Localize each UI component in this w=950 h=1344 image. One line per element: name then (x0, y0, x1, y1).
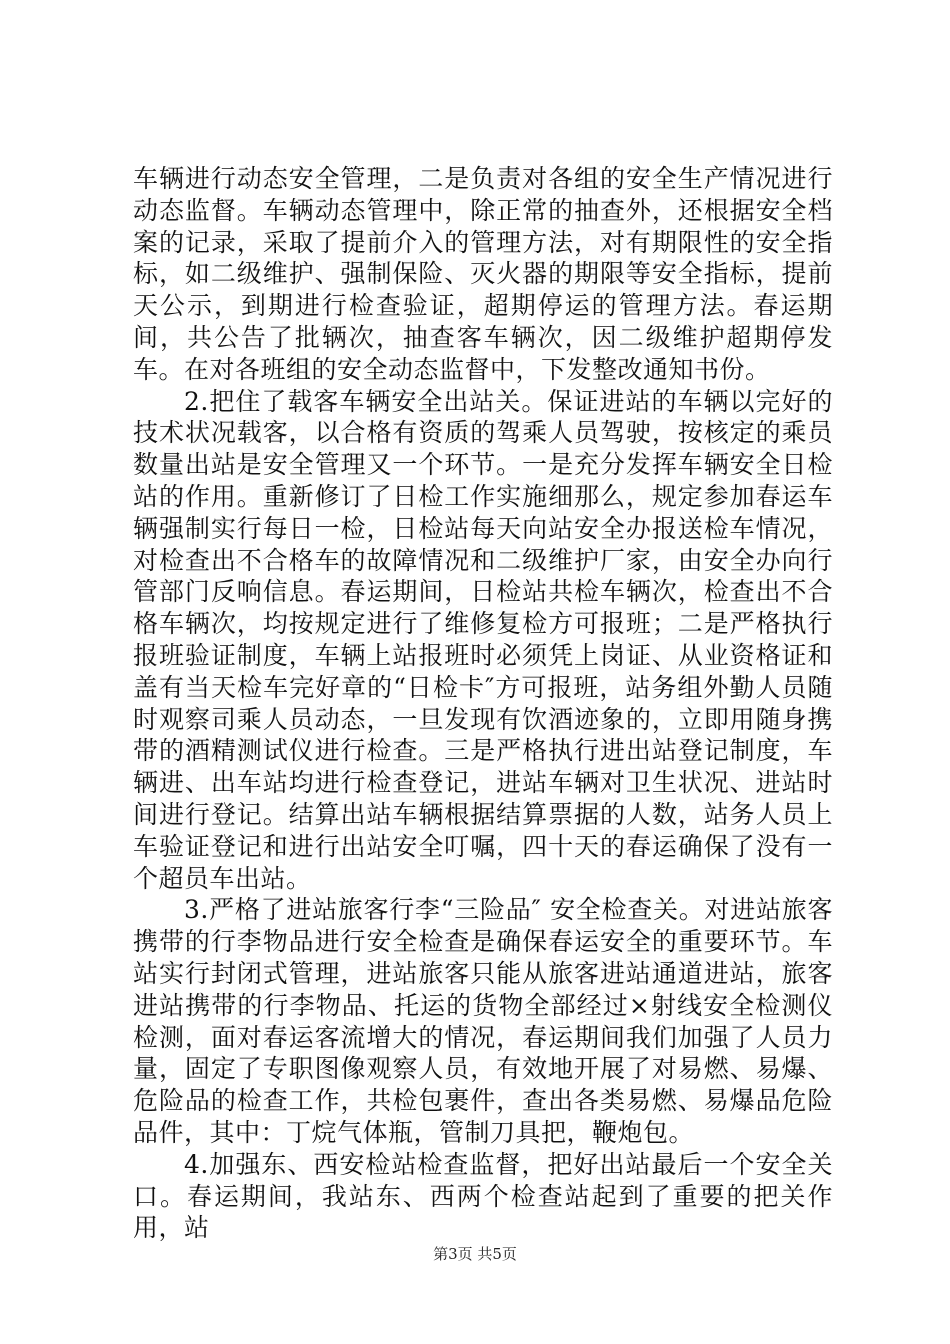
document-body (133, 163, 833, 1244)
page-footer: 第3页 共5页 (433, 1245, 517, 1263)
paragraph-item-4: 4.加强东、西安检站检查监督，把好出站最后一个安全关口。春运期间，我站东、西两个检查站起到了重要的把关作用，站 (133, 1149, 833, 1243)
paragraph-item-2: 2.把住了载客车辆安全出站关。保证进站的车辆以完好的技术状况载客，以合格有资质的驾乘人员驾驶，按核定的乘员数量出站是安全管理又一个环节。一是充分发挥车辆安全日检站的作用。重新修订了日检工作实施细那么，规定参加春运车辆强制实行每日一检，日检站每天向站安全办报送检车情况，对检查出不合格车的故障情况和二级维护厂家，由安全办向行管部门反响信息。春运期间，日检站共检车辆次，检查出不合格车辆次，均按规定进行了维修复检方可报班；二是严格执行报班验证制度，车辆上站报班时必须凭上岗证、从业资格证和盖有当天检车完好章的“日检卡″方可报班，站务组外勤人员随时观察司乘人员动态，一旦发现有饮酒迹象的，立即用随身携带的酒精测试仪进行检查。三是严格执行进出站登记制度，车辆进、出车站均进行检查登记，进站车辆对卫生状况、进站时间进行登记。结算出站车辆根据结算票据的人数，站务人员上车验证登记和进行出站安全叮嘱，四十天的春运确保了没有一个超员车出站。 (133, 386, 833, 893)
paragraph-item-3: 3.严格了进站旅客行李“三险品″ 安全检查关。对进站旅客携带的行李物品进行安全检查是确保春运安全的重要环节。车站实行封闭式管理，进站旅客只能从旅客进站通道进站，旅客进站携带的行李物品、托运的货物全部经过×射线安全检测仪检测，面对春运客流增大的情况，春运期间我们加强了人员力量，固定了专职图像观察人员，有效地开展了对易燃、易爆、危险品的检查工作，共检包裹件，查出各类易燃、易爆品危险品件，其中：丁烷气体瓶，管制刀具把，鞭炮包。 (133, 895, 833, 1147)
paragraph-continuation: 车辆进行动态安全管理，二是负责对各组的安全生产情况进行动态监督。车辆动态管理中，除正常的抽查外，还根据安全档案的记录，采取了提前介入的管理方法，对有期限性的安全指标，如二级维护、强制保险、灭火器的期限等安全指标，提前天公示，到期进行检查验证，超期停运的管理方法。春运期间，共公告了批辆次，抽查客车辆次，因二级维护超期停发车。在对各班组的安全动态监督中，下发整改通知书份。 (133, 164, 833, 384)
